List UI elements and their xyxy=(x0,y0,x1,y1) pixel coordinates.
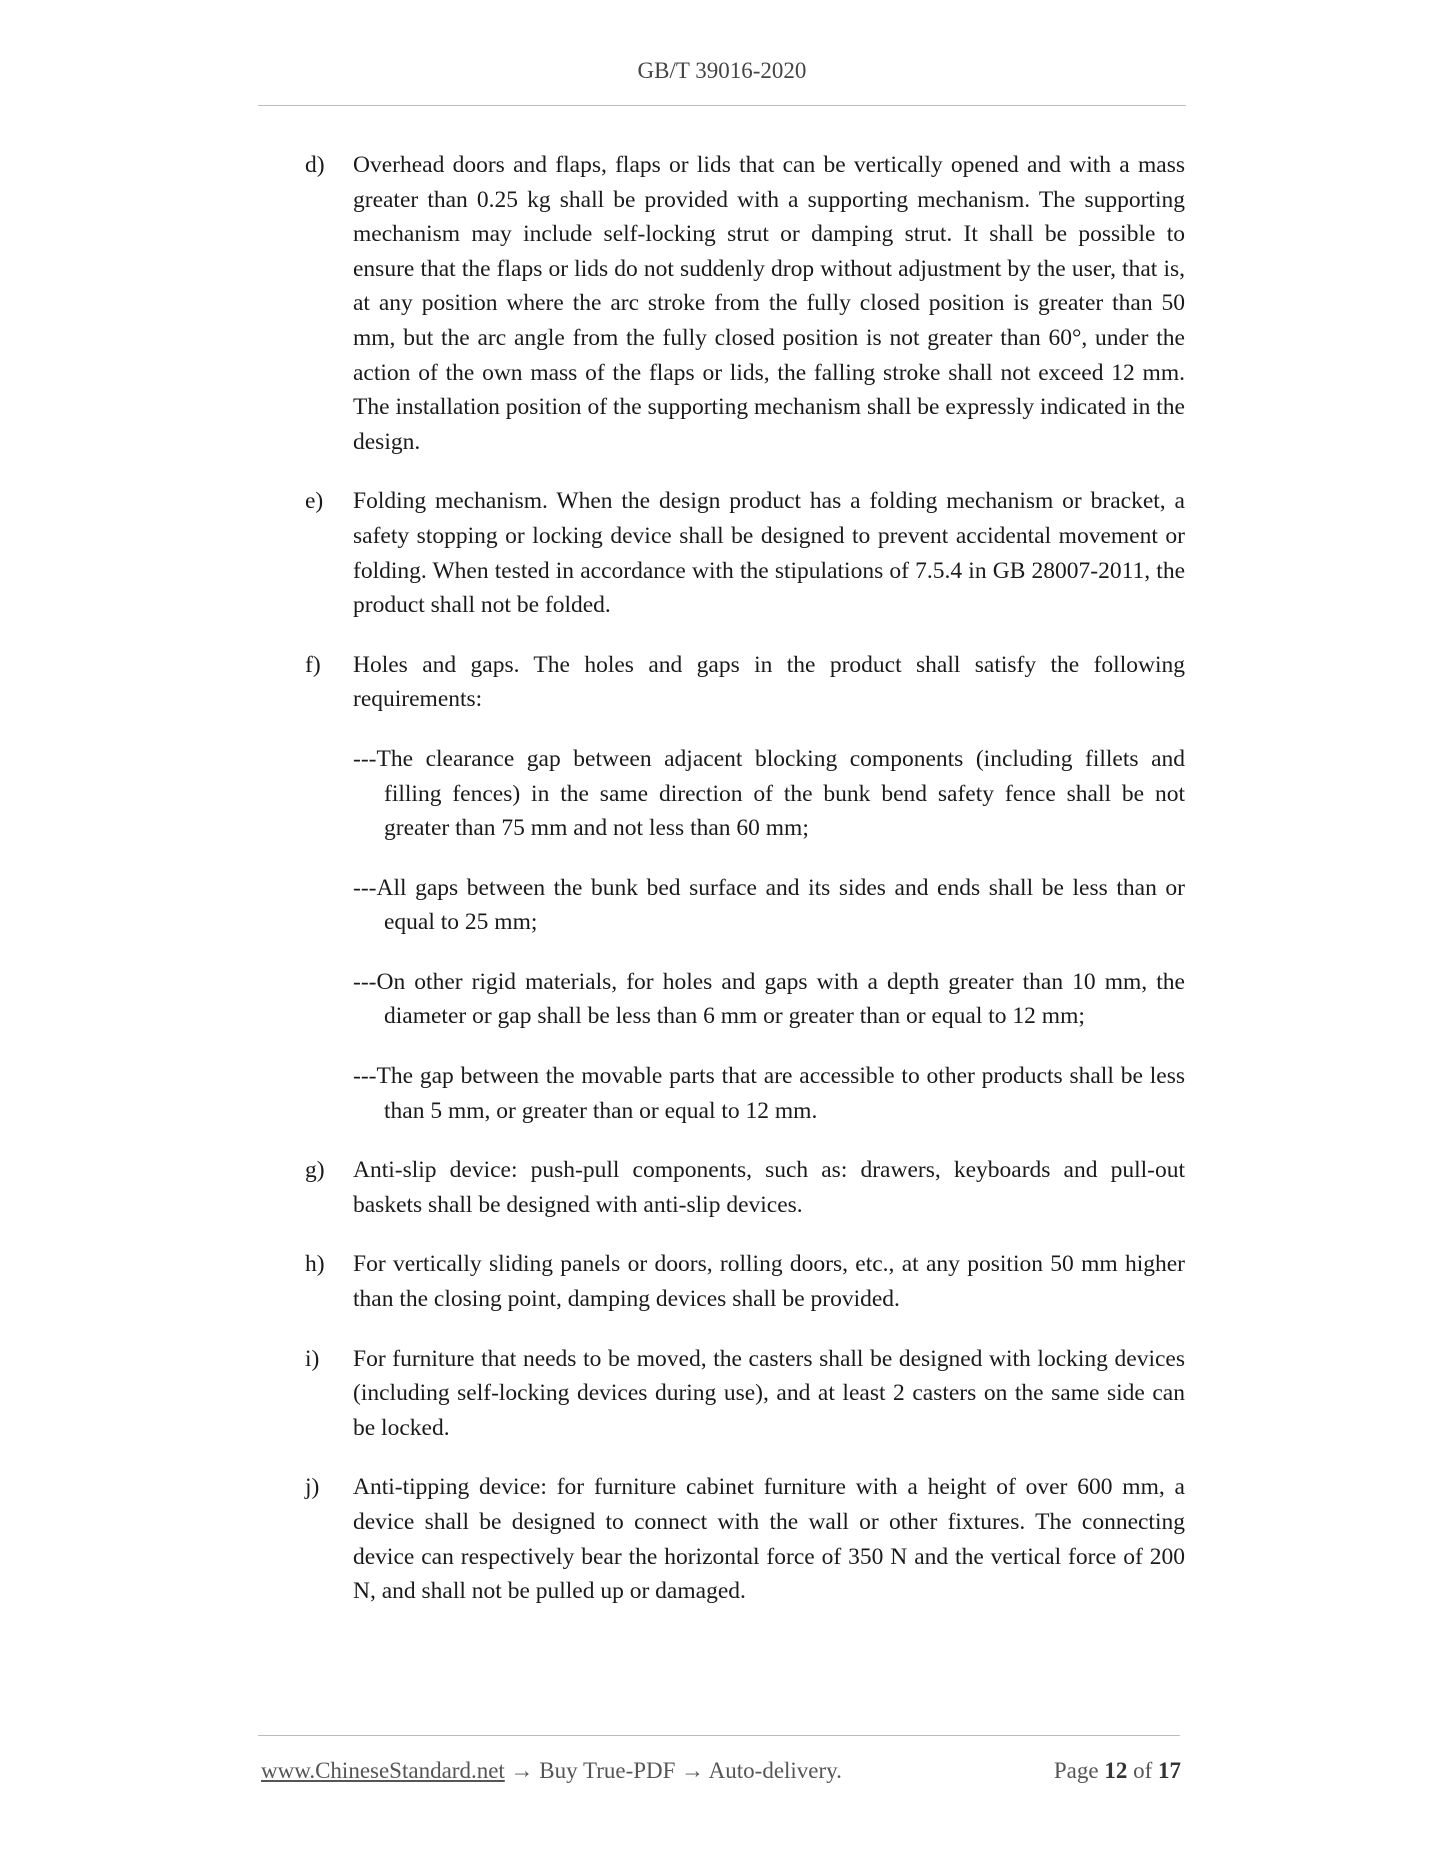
item-label: h) xyxy=(305,1251,325,1278)
footer-divider xyxy=(258,1735,1180,1736)
list-item-f xyxy=(305,648,1185,717)
document-body xyxy=(305,148,1185,1634)
list-item-e xyxy=(305,484,1185,622)
item-text: Anti-slip device: push-pull components, such as: drawers, keyboards and pull-out baskets shall be designed with anti-slip devices. xyxy=(353,1157,1185,1218)
item-text: Overhead doors and flaps, flaps or lids that can be vertically opened and with a mass greater than 0.25 kg shall be provided with a supporting mechanism. The supporting mechanism may include self-locking strut or damping strut. It shall be possible to ensure that the flaps or lids do not suddenly drop without adjustment by the user, that is, at any position where the arc stroke from the fully closed position is greater than 50 mm, but the arc angle from the fully closed position is not greater than 60°, under the action of the own mass of the flaps or lids, the falling stroke shall not exceed 12 mm. The installation position of the supporting mechanism shall be expressly indicated in the design. xyxy=(353,152,1185,455)
page-current: 12 xyxy=(1104,1758,1128,1783)
item-label: d) xyxy=(305,152,325,178)
page-total: 17 xyxy=(1158,1758,1181,1783)
sub-item: ---The gap between the movable parts that are accessible to other products shall be less than 5 mm, or greater than or equal to 12 mm. xyxy=(353,1063,1185,1124)
item-label: i) xyxy=(305,1345,320,1372)
page-number xyxy=(1054,1758,1181,1784)
item-text: Folding mechanism. When the design product has a folding mechanism or bracket, a safety stopping or locking device shall be designed to prevent accidental movement or folding. When tested in accordance with the stipulations of 7.5.4 in GB 28007-2011, the product shall not be folded. xyxy=(353,488,1185,619)
list-item-g xyxy=(305,1153,1185,1222)
page-footer xyxy=(261,1758,1181,1784)
page-label: Page xyxy=(1053,1758,1099,1783)
item-label: e) xyxy=(305,488,324,515)
sub-item: ---The clearance gap between adjacent blocking components (including fillets and filling fences) in the same direction of the bunk bend safety fence shall be not greater than 75 mm and not less than 60 mm; xyxy=(353,745,1185,842)
item-text: Anti-tipping device: for furniture cabinet furniture with a height of over 600 mm, a device shall be designed to connect with the wall or other fixtures. The connecting device can respectively bear the horizontal force of 350 N and the vertical force of 200 N, and shall not be pulled up or damaged. xyxy=(353,1474,1185,1605)
list-item-d xyxy=(305,148,1185,459)
header-divider xyxy=(258,105,1186,106)
list-item-j xyxy=(305,1470,1185,1608)
item-label: g) xyxy=(305,1157,325,1184)
item-text: For furniture that needs to be moved, the casters shall be designed with locking devices (including self-locking devices during use), and at least 2 casters on the same side can be locked. xyxy=(353,1345,1185,1441)
sub-item: ---On other rigid materials, for holes and gaps with a depth greater than 10 mm, the diameter or gap shall be less than 6 mm or greater than or equal to 12 mm; xyxy=(353,968,1185,1030)
sub-item: ---All gaps between the bunk bed surface and its sides and ends shall be less than or equal to 25 mm; xyxy=(353,874,1185,936)
list-item-i xyxy=(305,1342,1185,1446)
footer-left xyxy=(261,1758,842,1784)
list-item-h xyxy=(305,1247,1185,1316)
item-label: f) xyxy=(305,651,321,678)
item-text: Holes and gaps. The holes and gaps in the product shall satisfy the following requirements: xyxy=(353,651,1185,713)
item-label: j) xyxy=(305,1474,320,1501)
website-link[interactable]: www.ChineseStandard.net xyxy=(261,1758,505,1783)
footer-tagline: → Buy True-PDF → Auto-delivery. xyxy=(504,1758,842,1783)
page-header: GB/T 39016-2020 xyxy=(637,58,807,83)
item-text: For vertically sliding panels or doors, rolling doors, etc., at any position 50 mm higher than the closing point, damping devices shall be provided. xyxy=(353,1251,1185,1313)
page-of: of xyxy=(1133,1758,1153,1783)
